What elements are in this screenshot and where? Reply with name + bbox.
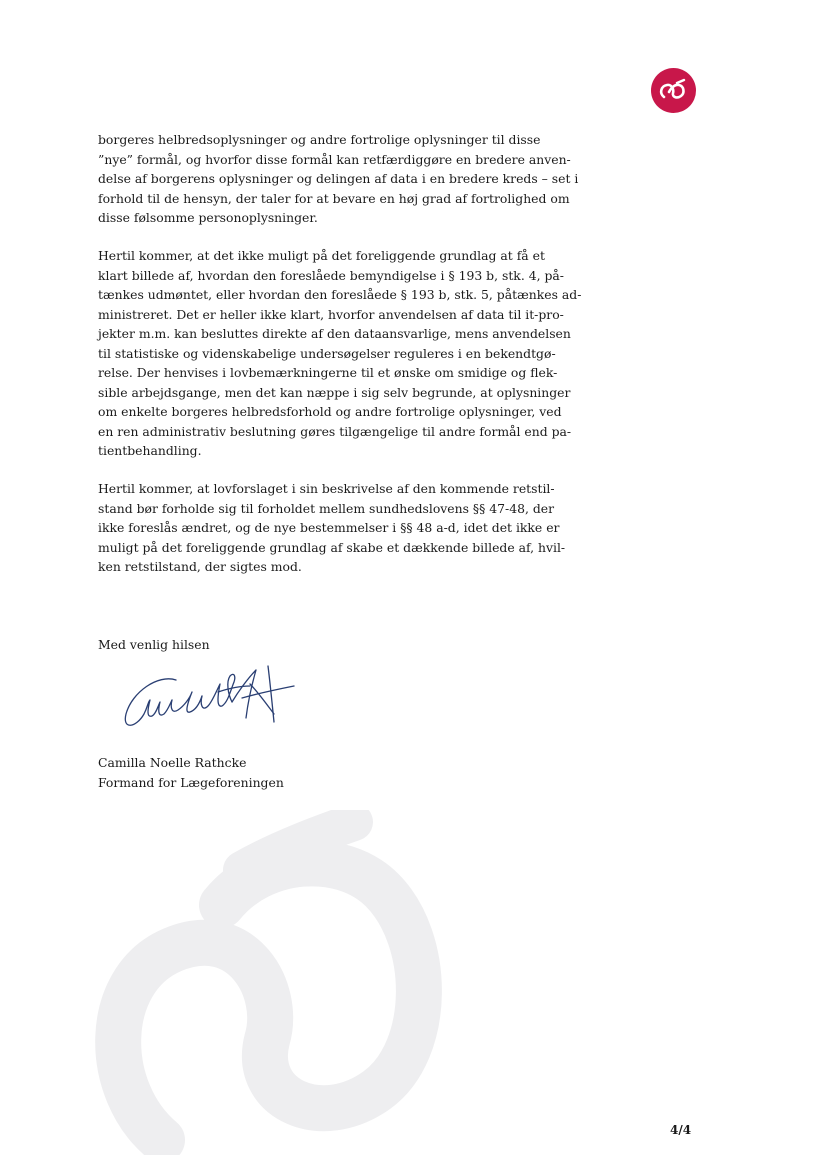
text-line: om enkelte borgeres helbredsforhold og andre fortrolige oplysninger, ved [98, 404, 562, 419]
text-line: sible arbejdsgange, men det kan næppe i sig selv begrunde, at oplysninger [98, 384, 571, 400]
letter-body [98, 130, 582, 595]
text-line: klart billede af, hvordan den foreslåede bemyndigelse i § 193 b, stk. 4, på- [98, 267, 564, 283]
text-line: en ren administrativ beslutning gøres tilgængelige til andre formål end pa- [98, 423, 572, 439]
text-line: Hertil kommer, at lovforslaget i sin beskrivelse af den kommende retstil- [98, 481, 555, 496]
signer-name: Camilla Noelle Rathcke [98, 755, 247, 770]
signer-title: Formand for Lægeforeningen [98, 774, 284, 790]
text-line: tientbehandling. [98, 443, 202, 458]
watermark-logo-icon [92, 810, 442, 1155]
handwritten-signature [118, 662, 296, 734]
text-line: jekter m.m. kan besluttes direkte af den dataansvarlige, mens anvendelsen [98, 326, 571, 341]
text-line: tænkes udmøntet, eller hvordan den foreslåede § 193 b, stk. 5, påtænkes ad- [98, 287, 582, 302]
text-line: delse af borgerens oplysninger og delingen af data i en bredere kreds – set i [98, 171, 579, 186]
text-line: muligt på det foreliggende grundlag af skabe et dækkende billede af, hvil- [98, 539, 566, 555]
closing-greeting: Med venlig hilsen [98, 637, 210, 652]
paragraph-2 [98, 246, 582, 461]
text-line: relse. Der henvises i lovbemærkningerne til et ønske om smidige og flek- [98, 365, 558, 380]
text-line: ken retstilstand, der sigtes mod. [98, 559, 302, 574]
brand-logo-icon [651, 68, 696, 113]
paragraph-1 [98, 130, 578, 228]
text-line: disse følsomme personoplysninger. [98, 210, 318, 225]
text-line: Hertil kommer, at det ikke muligt på det foreliggende grundlag at få et [98, 248, 545, 263]
text-line: forhold til de hensyn, der taler for at bevare en høj grad af fortrolighed om [98, 190, 570, 206]
paragraph-3 [98, 479, 578, 577]
text-line: ”nye” formål, og hvorfor disse formål kan retfærdiggøre en bredere anven- [98, 151, 571, 167]
text-line: borgeres helbredsoplysninger og andre fortrolige oplysninger til disse [98, 132, 541, 147]
text-line: stand bør forholde sig til forholdet mellem sundhedslovens §§ 47-48, der [98, 500, 555, 516]
text-line: ministreret. Det er heller ikke klart, hvorfor anvendelsen af data til it-pro- [98, 306, 564, 322]
text-line: ikke foreslås ændret, og de nye bestemmelser i §§ 48 a-d, idet det ikke er [98, 520, 560, 535]
text-line: til statistiske og videnskabelige undersøgelser reguleres i en bekendtgø- [98, 345, 556, 361]
page-number: 4/4 [670, 1123, 692, 1137]
signer-block [98, 753, 284, 792]
